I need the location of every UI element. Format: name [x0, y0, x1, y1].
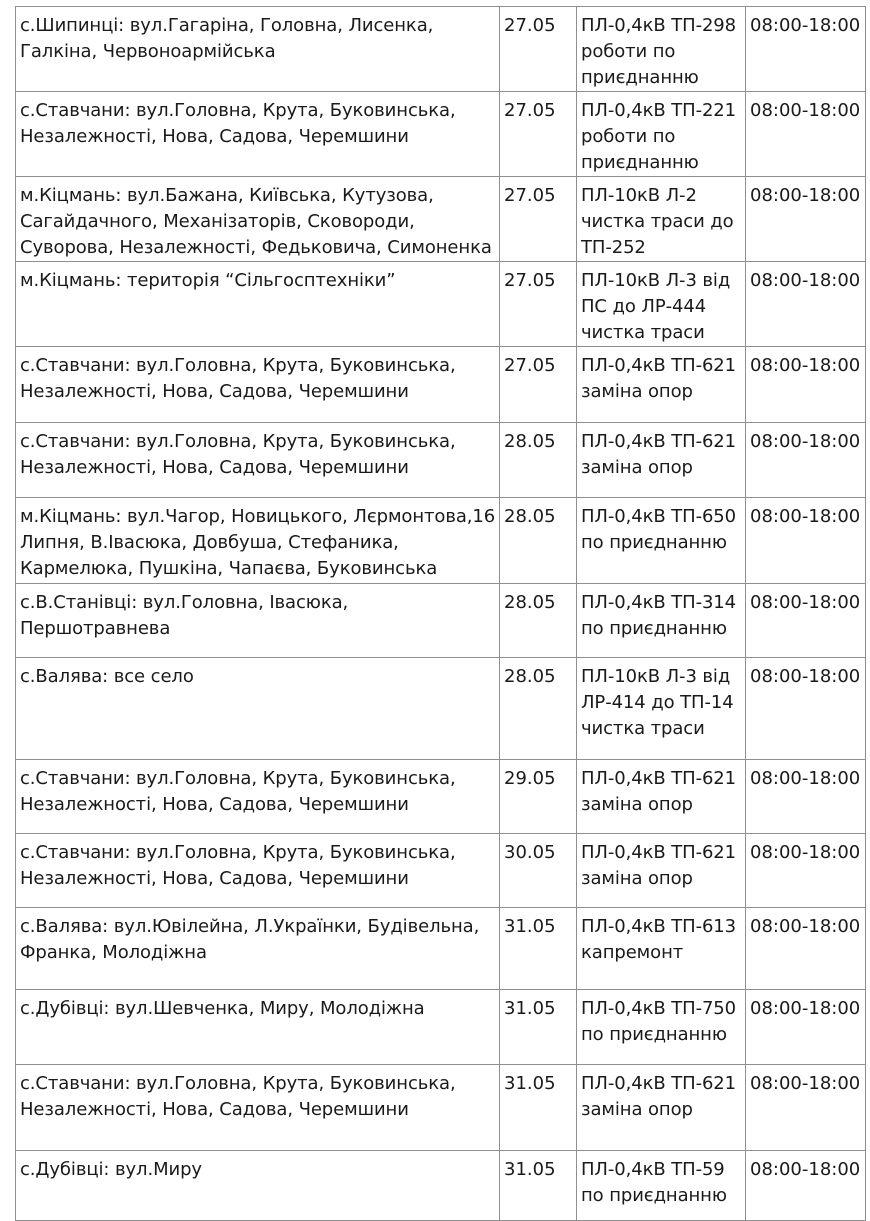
power-line-text: ПЛ-0,4кВ ТП-621	[581, 431, 737, 452]
table-row	[16, 990, 866, 1065]
date-cell: 31.05	[500, 1151, 577, 1221]
power-line-text: по приєднанню	[581, 1185, 727, 1206]
address-cell: м.Кіцмань: територія “Сільгосптехніки”	[16, 262, 500, 347]
hours-cell: 08:00-18:00	[746, 584, 866, 658]
power-line-cell	[577, 423, 746, 498]
address-cell: с.Дубівці: вул.Шевченка, Миру, Молодіжна	[16, 990, 500, 1065]
power-line-text: заміна опор	[581, 794, 693, 815]
date-cell: 31.05	[500, 908, 577, 990]
power-line-text: ПЛ-0,4кВ ТП-314	[581, 592, 737, 613]
hours-cell: 08:00-18:00	[746, 1065, 866, 1151]
address-cell: м.Кіцмань: вул.Чагор, Новицького, Лєрмонтова,16 Липня, В.Івасюка, Довбуша, Стефаника, Кармелюка, Пушкіна, Чапаєва, Буковинська	[16, 498, 500, 584]
table-row	[16, 498, 866, 584]
address-cell: с.Валява: вул.Ювілейна, Л.Українки, Будівельна, Франка, Молодіжна	[16, 908, 500, 990]
address-cell: м.Кіцмань: вул.Бажана, Київська, Кутузова, Сагайдачного, Механізаторів, Сковороди, Суворова, Незалежності, Федьковича, Симоненка	[16, 177, 500, 262]
power-line-text: приєднанню	[581, 67, 699, 88]
power-line-text: по приєднанню	[581, 618, 727, 639]
table-row	[16, 92, 866, 177]
address-cell: с.Ставчани: вул.Головна, Крута, Буковинська, Незалежності, Нова, Садова, Черемшини	[16, 347, 500, 423]
hours-cell: 08:00-18:00	[746, 262, 866, 347]
power-line-text: ПЛ-0,4кВ ТП-621	[581, 355, 737, 376]
power-line-text: ПЛ-10кВ Л-2	[581, 185, 697, 206]
table-row	[16, 908, 866, 990]
address-cell: с.Валява: все село	[16, 658, 500, 760]
power-line-text: ПЛ-0,4кВ ТП-650	[581, 506, 737, 527]
hours-cell: 08:00-18:00	[746, 834, 866, 908]
power-line-text: заміна опор	[581, 868, 693, 889]
table-row	[16, 262, 866, 347]
address-cell: с.Ставчани: вул.Головна, Крута, Буковинська, Незалежності, Нова, Садова, Черемшини	[16, 760, 500, 834]
power-line-cell	[577, 92, 746, 177]
power-line-text: ПС до ЛР-444	[581, 296, 707, 317]
address-cell: с.Ставчани: вул.Головна, Крута, Буковинська, Незалежності, Нова, Садова, Черемшини	[16, 1065, 500, 1151]
hours-cell: 08:00-18:00	[746, 347, 866, 423]
table-row	[16, 423, 866, 498]
table-row	[16, 658, 866, 760]
address-cell: с.Ставчани: вул.Головна, Крута, Буковинська, Незалежності, Нова, Садова, Черемшини	[16, 92, 500, 177]
power-line-text: чистка траси	[581, 322, 705, 343]
outage-schedule-body	[16, 7, 866, 1221]
power-line-cell	[577, 7, 746, 92]
table-row	[16, 177, 866, 262]
date-cell: 27.05	[500, 347, 577, 423]
address-cell: с.Ставчани: вул.Головна, Крута, Буковинська, Незалежності, Нова, Садова, Черемшини	[16, 834, 500, 908]
date-cell: 28.05	[500, 423, 577, 498]
power-line-text: капремонт	[581, 942, 684, 963]
power-line-cell	[577, 1151, 746, 1221]
power-line-text: ПЛ-0,4кВ ТП-621	[581, 768, 737, 789]
power-line-text: ПЛ-0,4кВ ТП-221	[581, 100, 737, 121]
power-line-text: чистка траси	[581, 718, 705, 739]
address-cell: с.Шипинці: вул.Гагаріна, Головна, Лисенка, Галкіна, Червоноармійська	[16, 7, 500, 92]
power-line-text: ПЛ-10кВ Л-3 від	[581, 270, 731, 291]
power-line-text: ПЛ-10кВ Л-3 від	[581, 666, 731, 687]
date-cell: 28.05	[500, 584, 577, 658]
power-line-text: ЛР-414 до ТП-14	[581, 692, 734, 713]
date-cell: 29.05	[500, 760, 577, 834]
date-cell: 30.05	[500, 834, 577, 908]
table-row	[16, 584, 866, 658]
date-cell: 31.05	[500, 1065, 577, 1151]
table-row	[16, 1151, 866, 1221]
date-cell: 28.05	[500, 498, 577, 584]
power-line-text: чистка траси до	[581, 211, 734, 232]
hours-cell: 08:00-18:00	[746, 423, 866, 498]
outage-schedule-table	[15, 6, 866, 1221]
power-line-cell	[577, 584, 746, 658]
date-cell: 27.05	[500, 177, 577, 262]
power-line-cell	[577, 347, 746, 423]
table-row	[16, 834, 866, 908]
date-cell: 31.05	[500, 990, 577, 1065]
table-row	[16, 7, 866, 92]
power-line-cell	[577, 262, 746, 347]
power-line-text: ПЛ-0,4кВ ТП-298	[581, 15, 737, 36]
power-line-text: ПЛ-0,4кВ ТП-59	[581, 1159, 725, 1180]
power-line-text: заміна опор	[581, 457, 693, 478]
address-cell: с.Дубівці: вул.Миру	[16, 1151, 500, 1221]
power-line-cell	[577, 177, 746, 262]
power-line-text: ПЛ-0,4кВ ТП-621	[581, 842, 737, 863]
power-line-text: по приєднанню	[581, 532, 727, 553]
power-line-cell	[577, 498, 746, 584]
hours-cell: 08:00-18:00	[746, 908, 866, 990]
hours-cell: 08:00-18:00	[746, 7, 866, 92]
address-cell: с.В.Станівці: вул.Головна, Івасюка, Першотравнева	[16, 584, 500, 658]
power-line-text: ПЛ-0,4кВ ТП-750	[581, 998, 737, 1019]
table-row	[16, 347, 866, 423]
power-line-text: роботи по	[581, 41, 676, 62]
address-cell: с.Ставчани: вул.Головна, Крута, Буковинська, Незалежності, Нова, Садова, Черемшини	[16, 423, 500, 498]
hours-cell: 08:00-18:00	[746, 92, 866, 177]
hours-cell: 08:00-18:00	[746, 760, 866, 834]
power-line-text: ПЛ-0,4кВ ТП-621	[581, 1073, 737, 1094]
table-row	[16, 760, 866, 834]
hours-cell: 08:00-18:00	[746, 990, 866, 1065]
date-cell: 28.05	[500, 658, 577, 760]
power-line-text: ПЛ-0,4кВ ТП-613	[581, 916, 737, 937]
hours-cell: 08:00-18:00	[746, 498, 866, 584]
power-line-cell	[577, 760, 746, 834]
date-cell: 27.05	[500, 7, 577, 92]
power-line-text: заміна опор	[581, 1099, 693, 1120]
table-row	[16, 1065, 866, 1151]
power-line-text: заміна опор	[581, 381, 693, 402]
power-line-text: по приєднанню	[581, 1024, 727, 1045]
date-cell: 27.05	[500, 92, 577, 177]
power-line-cell	[577, 834, 746, 908]
power-line-cell	[577, 1065, 746, 1151]
hours-cell: 08:00-18:00	[746, 1151, 866, 1221]
hours-cell: 08:00-18:00	[746, 658, 866, 760]
power-line-text: ТП-252	[581, 237, 646, 258]
hours-cell: 08:00-18:00	[746, 177, 866, 262]
date-cell: 27.05	[500, 262, 577, 347]
power-line-text: роботи по	[581, 126, 676, 147]
power-line-cell	[577, 908, 746, 990]
power-line-cell	[577, 658, 746, 760]
power-line-cell	[577, 990, 746, 1065]
power-line-text: приєднанню	[581, 152, 699, 173]
